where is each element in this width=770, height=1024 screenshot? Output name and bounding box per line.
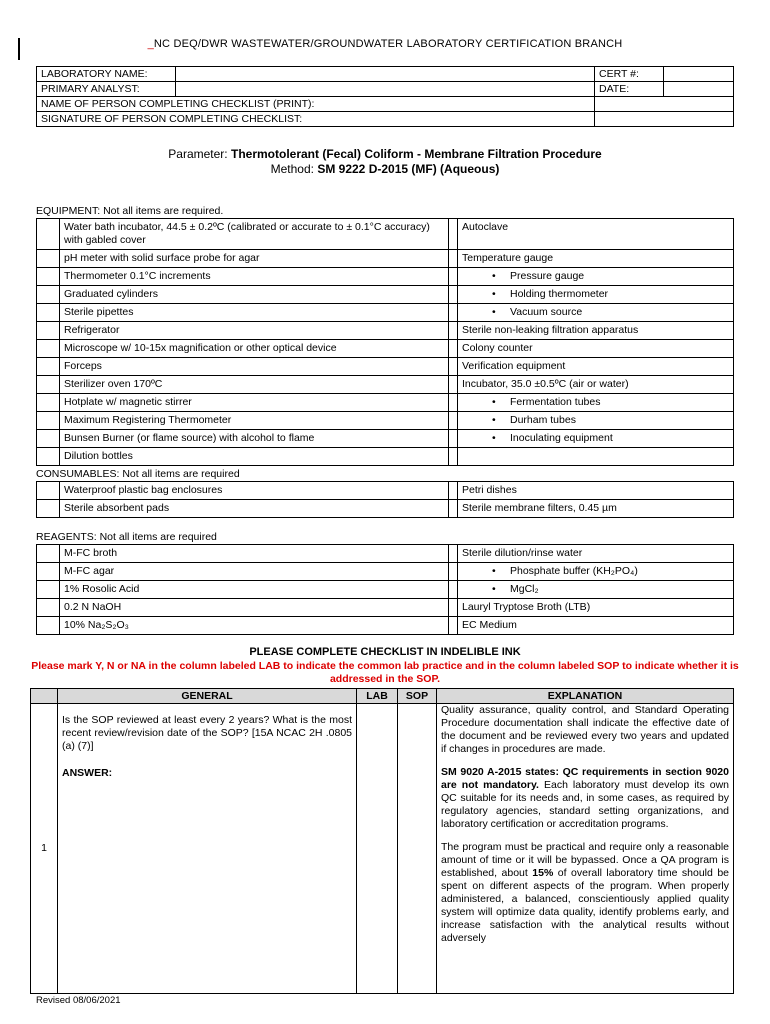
item-row [37,412,734,430]
check-box[interactable] [449,358,458,376]
signature-row [37,112,595,127]
row-number: 1 [31,704,58,994]
page-header [0,38,770,50]
explanation-p2-rest: Each laboratory must develop its own QC suitable for its needs and, in some cases, as required by regulatory agencies, standard setting organizations, and laboratory certification or accreditation programs. [441,779,729,830]
item-right: • MgCl₂ [458,581,734,599]
check-box[interactable] [449,304,458,322]
check-box[interactable] [37,448,60,466]
item-right [458,448,734,466]
explanation-header: EXPLANATION [437,689,734,704]
item-left: pH meter with solid surface probe for agar [60,250,449,268]
equipment-table [36,218,734,466]
check-box[interactable] [37,304,60,322]
item-right: • Pressure gauge [458,268,734,286]
check-box[interactable] [449,430,458,448]
reagents-title: REAGENTS: Not all items are required [36,531,217,543]
item-right: • Inoculating equipment [458,430,734,448]
item-row [37,394,734,412]
check-box[interactable] [37,376,60,394]
item-left: Sterilizer oven 170ºC [60,376,449,394]
marking-instruction: Please mark Y, N or NA in the column labeled LAB to indicate the common lab practice and in the column labeled SOP to indicate whether it is addressed in the SOP. [31,660,739,685]
check-box[interactable] [37,581,60,599]
item-row [37,448,734,466]
check-box[interactable] [37,250,60,268]
sop-cell[interactable] [398,704,437,994]
check-box[interactable] [449,340,458,358]
check-box[interactable] [37,563,60,581]
item-row [37,286,734,304]
item-right: Incubator, 35.0 ±0.5ºC (air or water) [458,376,734,394]
parameter-value: Thermotolerant (Fecal) Coliform - Membrane Filtration Procedure [230,147,602,161]
header-title: NC DEQ/DWR WASTEWATER/GROUNDWATER LABORATORY CERTIFICATION BRANCH [153,38,623,50]
check-box[interactable] [449,482,458,500]
check-box[interactable] [37,286,60,304]
item-row [37,563,734,581]
item-left: 1% Rosolic Acid [60,581,449,599]
item-left: Dilution bottles [60,448,449,466]
parameter-block [0,147,770,177]
explanation-p1: Quality assurance, quality control, and Standard Operating Procedure documentation shall indicate the effective date of the document and be reviewed every two years and updated if changes in procedures are made. [441,704,729,755]
item-right: • Vacuum source [458,304,734,322]
item-right: Sterile membrane filters, 0.45 µm [458,500,734,518]
explanation-p3-bold: 15% [532,867,554,879]
check-box[interactable] [37,340,60,358]
item-left: Microscope w/ 10-15x magnification or other optical device [60,340,449,358]
person-print-row [37,97,595,112]
sop-header: SOP [398,689,437,704]
item-left: Graduated cylinders [60,286,449,304]
item-right: • Fermentation tubes [458,394,734,412]
header-mark: _ [147,38,154,50]
lab-name-field[interactable] [176,67,595,82]
analyst-label: PRIMARY ANALYST: [37,82,176,97]
person-print-label: NAME OF PERSON COMPLETING CHECKLIST (PRINT): [41,98,315,110]
item-row [37,358,734,376]
cert-label: CERT #: [595,67,664,82]
method-value: SM 9222 D-2015 (MF) (Aqueous) [317,162,500,176]
item-right: Sterile non-leaking filtration apparatus [458,322,734,340]
check-box[interactable] [449,563,458,581]
item-row [37,340,734,358]
check-box[interactable] [449,268,458,286]
check-box[interactable] [37,358,60,376]
question-cell [58,704,357,994]
lab-cell[interactable] [357,704,398,994]
checklist-table [30,688,734,994]
consumables-table [36,481,734,518]
check-box[interactable] [37,412,60,430]
check-box[interactable] [37,219,60,250]
revision-footer: Revised 08/06/2021 [36,995,121,1006]
check-box[interactable] [449,500,458,518]
item-right: EC Medium [458,617,734,635]
equipment-title: EQUIPMENT: Not all items are required. [36,205,224,217]
general-header: GENERAL [58,689,357,704]
item-row [37,430,734,448]
consumables-title: CONSUMABLES: Not all items are required [36,468,240,480]
item-left: Waterproof plastic bag enclosures [60,482,449,500]
item-left: Sterile absorbent pads [60,500,449,518]
item-left: Maximum Registering Thermometer [60,412,449,430]
lab-header: LAB [357,689,398,704]
item-right: Verification equipment [458,358,734,376]
item-right: • Holding thermometer [458,286,734,304]
check-box[interactable] [37,545,60,563]
cert-field[interactable] [664,67,734,82]
item-left: 0.2 N NaOH [60,599,449,617]
item-row [37,322,734,340]
check-box[interactable] [449,545,458,563]
item-row [37,617,734,635]
item-left: M-FC broth [60,545,449,563]
check-box[interactable] [37,268,60,286]
date-label: DATE: [595,82,664,97]
item-left: Refrigerator [60,322,449,340]
parameter-label: Parameter: [168,147,231,161]
check-box[interactable] [449,219,458,250]
lab-name-label: LABORATORY NAME: [37,67,176,82]
check-box[interactable] [449,376,458,394]
check-box[interactable] [37,599,60,617]
item-left: 10% Na₂S₂O₃ [60,617,449,635]
item-right: • Phosphate buffer (KH₂PO₄) [458,563,734,581]
check-box[interactable] [449,581,458,599]
check-box[interactable] [37,394,60,412]
method-label: Method: [270,162,318,176]
item-left: Bunsen Burner (or flame source) with alcohol to flame [60,430,449,448]
item-row [37,500,734,518]
explanation-p3a: The program must be practical and require only a reasonable amount of time or it will be bypassed. Once a QA program is established, about [441,841,729,879]
explanation-p3 [441,841,729,945]
analyst-field[interactable] [176,82,595,97]
item-row [37,219,734,250]
check-box[interactable] [37,430,60,448]
check-box[interactable] [449,617,458,635]
item-right: Petri dishes [458,482,734,500]
lab-info-table [36,66,734,127]
check-box[interactable] [449,599,458,617]
item-row [37,581,734,599]
ink-notice: PLEASE COMPLETE CHECKLIST IN INDELIBLE INK [249,646,521,658]
item-left: Sterile pipettes [60,304,449,322]
item-row [37,545,734,563]
reagents-table [36,544,734,635]
explanation-p2-bold: SM 9020 A-2015 states: QC requirements in section 9020 are not mandatory. [441,766,729,791]
item-left: Hotplate w/ magnetic stirrer [60,394,449,412]
check-box[interactable] [37,500,60,518]
answer-label[interactable]: ANSWER: [62,767,113,779]
check-box[interactable] [449,448,458,466]
signature-field[interactable] [595,112,734,127]
check-box[interactable] [449,286,458,304]
check-box[interactable] [449,250,458,268]
item-right: • Durham tubes [458,412,734,430]
item-left: M-FC agar [60,563,449,581]
item-row [37,376,734,394]
item-right: Temperature gauge [458,250,734,268]
item-row [37,268,734,286]
item-right: Sterile dilution/rinse water [458,545,734,563]
check-box[interactable] [37,482,60,500]
check-box[interactable] [37,322,60,340]
explanation-cell [437,704,734,994]
item-right: Lauryl Tryptose Broth (LTB) [458,599,734,617]
explanation-p3b: of overall laboratory time should be spent on different aspects of the program. When properly administered, a balanced, conscientiously applied quality system will optimize data quality, identify problems early, and increase satisfaction with the analytical results without adversely [441,867,729,944]
item-row [37,599,734,617]
num-header [31,689,58,704]
check-box[interactable] [37,617,60,635]
explanation-p2 [441,766,729,831]
check-box[interactable] [449,394,458,412]
question-text: Is the SOP reviewed at least every 2 years? What is the most recent review/revision date of the SOP? [15A NCAC 2H .0805 (a) (7)] [62,714,352,752]
item-left: Thermometer 0.1°C increments [60,268,449,286]
person-print-field[interactable] [595,97,734,112]
signature-label: SIGNATURE OF PERSON COMPLETING CHECKLIST: [41,113,303,125]
item-row [37,250,734,268]
item-left: Water bath incubator, 44.5 ± 0.2ºC (calibrated or accurate to ± 0.1°C accuracy) with gabled cover [60,219,449,250]
item-right: Autoclave [458,219,734,250]
date-field[interactable] [664,82,734,97]
item-row [37,482,734,500]
check-box[interactable] [449,322,458,340]
item-left: Forceps [60,358,449,376]
check-box[interactable] [449,412,458,430]
item-row [37,304,734,322]
item-right: Colony counter [458,340,734,358]
